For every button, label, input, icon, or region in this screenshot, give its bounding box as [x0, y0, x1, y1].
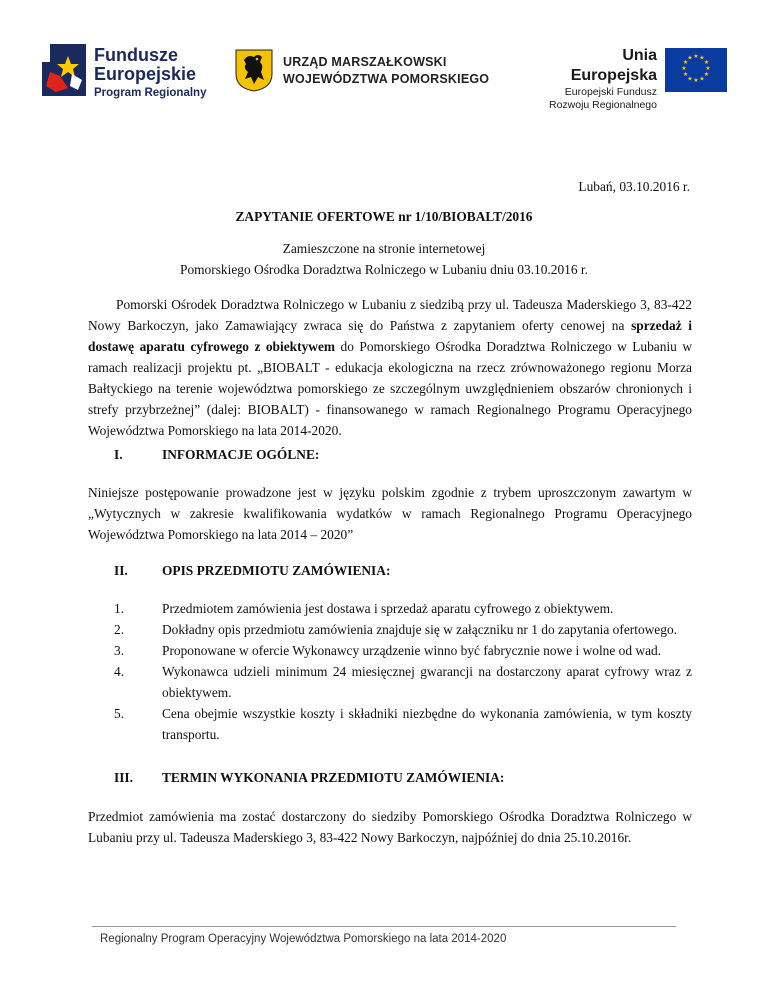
svg-text:★: ★	[693, 53, 699, 60]
fundusze-europejskie-logo	[42, 42, 232, 102]
list-item-text: Dokładny opis przedmiotu zamówienia znajduje się w załączniku nr 1 do zapytania ofertowego.	[162, 622, 677, 637]
svg-text:★: ★	[682, 71, 689, 78]
list-item-number: 2.	[114, 622, 125, 637]
fe-logo-line3: Program Regionalny	[94, 87, 207, 99]
section2-title: OPIS PRZEDMIOTU ZAMÓWIENIA:	[162, 563, 391, 578]
fe-logo-text	[94, 46, 206, 101]
svg-text:★: ★	[699, 75, 705, 83]
list-item-number: 4.	[114, 664, 125, 679]
fe-logo-line1: Fundusze	[94, 45, 178, 65]
list-item-text: Przedmiotem zamówienia jest dostawa i sprzedaż aparatu cyfrowego z obiektywem.	[162, 601, 614, 616]
svg-text:★: ★	[687, 54, 693, 62]
fe-star-mark-icon	[42, 42, 88, 98]
intro-text-part2: do Pomorskiego Ośrodka Doradztwa Rolniczego w Lubaniu w ramach realizacji projektu pt. „BIOBALT - edukacja ekologiczna na rzecz zrównoważonego regionu Morza Bałtyckiego na terenie województwa pomorskiego ze szczególnym uwzględnieniem obszarów chronionych i strefy przybrzeżnej” (dalej: BIOBALT) - finansowanego w ramach Regionalnego Programu Operacyjnego Województwa Pomorskiego na lata 2014-2020.	[88, 339, 693, 438]
list-item	[114, 619, 692, 640]
svg-text:★: ★	[703, 59, 710, 66]
list-item-text: Cena obejmie wszystkie koszty i składniki niezbędne do wykonania zamówienia, w tym koszty transportu.	[162, 706, 692, 742]
section3-number: III.	[114, 770, 133, 785]
eu-flag-icon	[665, 48, 727, 92]
section1-paragraph: Niniejsze postępowanie prowadzone jest w języku polskim zgodnie z trybem uproszczonym zawartym w „Wytycznych w zakresie kwalifikowania wydatków w ramach Regionalnego Programu Operacyjnego Województwa Pomorskiego na lata 2014 – 2020”	[88, 485, 692, 542]
list-item-number: 1.	[114, 601, 125, 616]
section3-title: TERMIN WYKONANIA PRZEDMIOTU ZAMÓWIENIA:	[162, 770, 505, 785]
list-item-number: 3.	[114, 643, 125, 658]
svg-text:★: ★	[687, 75, 693, 83]
footer-divider	[92, 926, 676, 927]
um-logo-line1: URZĄD MARSZAŁKOWSKI	[283, 55, 447, 69]
um-logo-line2: WOJEWÓDZTWA POMORSKIEGO	[283, 72, 490, 86]
section2-number: II.	[114, 563, 128, 578]
svg-text:★: ★	[699, 54, 705, 62]
svg-text:★: ★	[703, 71, 710, 78]
intro-text-part1: Pomorski Ośrodek Doradztwa Rolniczego w Lubaniu z siedzibą przy ul. Tadeusza Maderskiego 3, 83-422 Nowy Barkoczyn, jako Zamawiający zwraca się do Państwa z zapytaniem oferty cenowej na	[88, 297, 692, 333]
intro-bold-text: sprzedaż i dostawę aparatu cyfrowego z obiektywem	[88, 318, 692, 354]
list-item	[114, 598, 692, 619]
posted-note	[0, 238, 768, 280]
posted-note-line1: Zamieszczone na stronie internetowej	[282, 241, 486, 256]
urzad-marszalkowski-logo	[234, 48, 494, 94]
list-item	[114, 703, 692, 745]
footer-text: Regionalny Program Operacyjny Województwa Pomorskiego na lata 2014-2020	[100, 933, 507, 945]
list-item-number: 5.	[114, 706, 125, 721]
list-item	[114, 640, 692, 661]
svg-text:★: ★	[682, 59, 689, 66]
svg-text:★: ★	[693, 77, 699, 84]
um-logo-text	[283, 54, 489, 88]
posted-note-line2: Pomorskiego Ośrodka Doradztwa Rolniczego w Lubaniu dniu 03.10.2016 r.	[180, 262, 588, 277]
ue-logo-sub1: Europejski Fundusz	[564, 86, 657, 98]
section1-number: I.	[114, 447, 123, 462]
ue-logo-sub2: Rozwoju Regionalnego	[549, 99, 657, 111]
intro-paragraph	[88, 294, 692, 441]
ue-logo-text	[535, 46, 657, 112]
ue-logo-title: Unia Europejska	[570, 47, 657, 84]
svg-text:★: ★	[681, 65, 687, 72]
griffin-crest-icon	[234, 48, 274, 92]
section2-list	[114, 598, 692, 745]
list-item-text: Wykonawca udzieli minimum 24 miesięcznej gwarancji na dostarczony aparat cyfrowy wraz z obiektywem.	[162, 664, 692, 700]
document-title: ZAPYTANIE OFERTOWE nr 1/10/BIOBALT/2016	[235, 209, 533, 224]
fe-logo-line2: Europejskie	[94, 64, 197, 84]
section3-paragraph: Przedmiot zamówienia ma zostać dostarczony do siedziby Pomorskiego Ośrodka Doradztwa Rolniczego w Lubaniu przy ul. Tadeusza Maderskiego 3, 83-422 Nowy Barkoczyn, najpóźniej do dnia 25.10.2016r.	[88, 809, 692, 845]
unia-europejska-logo	[535, 46, 735, 111]
section1-title: INFORMACJE OGÓLNE:	[162, 447, 320, 462]
place-and-date: Lubań, 03.10.2016 r.	[578, 179, 690, 194]
list-item-text: Proponowane w ofercie Wykonawcy urządzenie winno być fabrycznie nowe i wolne od wad.	[162, 643, 662, 658]
list-item	[114, 661, 692, 703]
svg-text:★: ★	[705, 65, 711, 72]
